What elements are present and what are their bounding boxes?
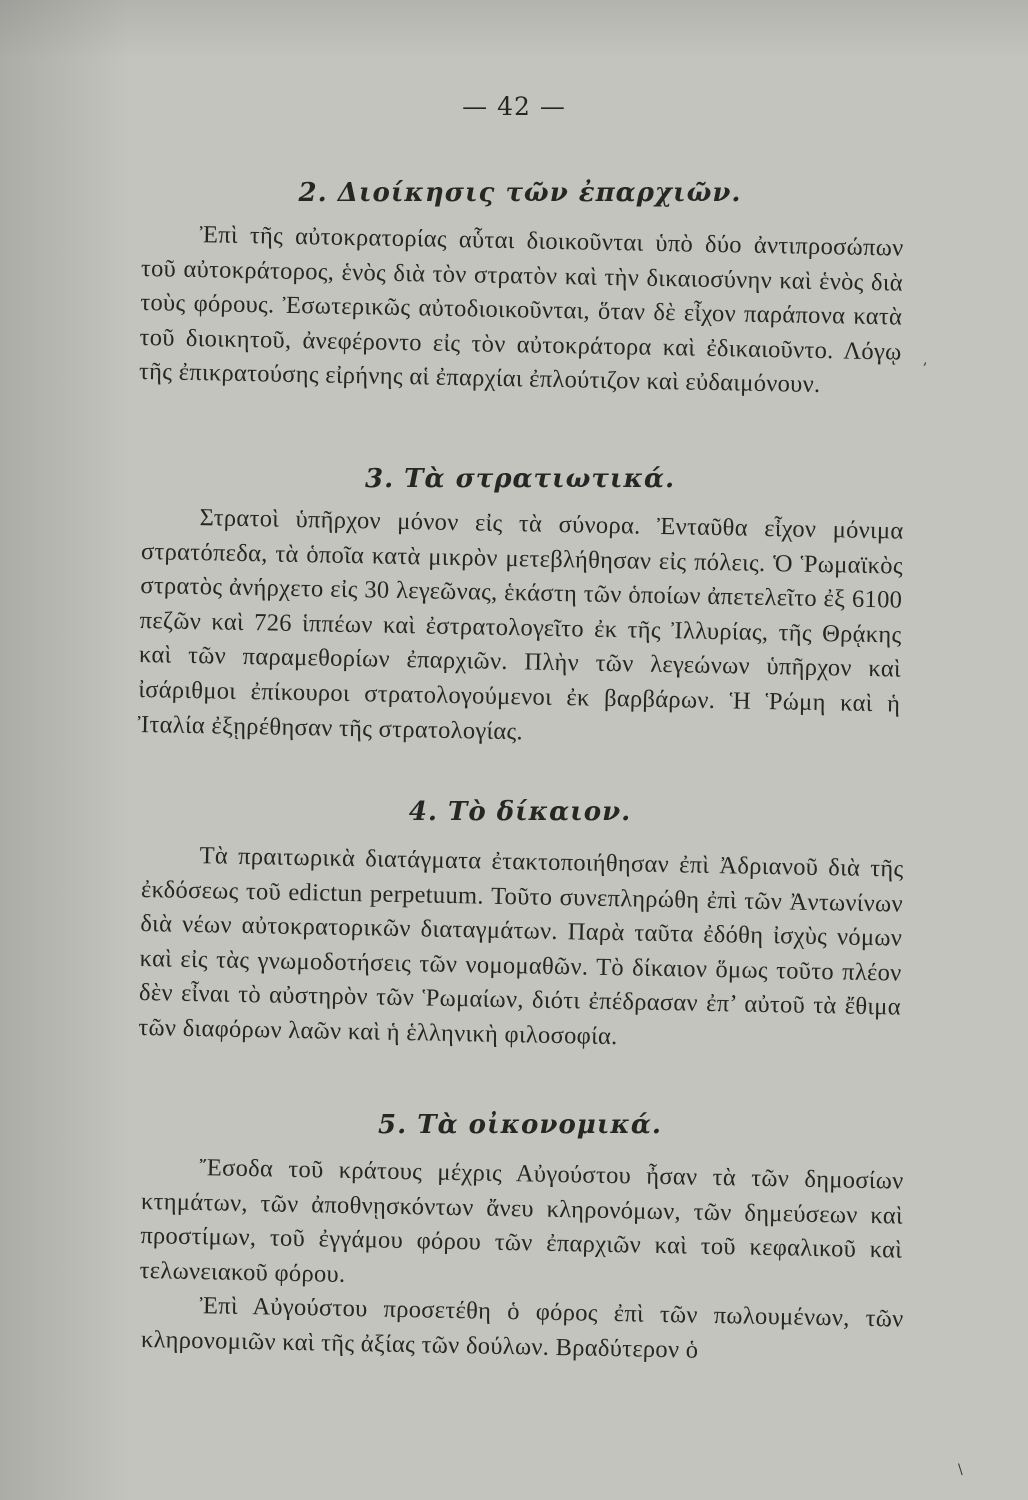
section-heading-administration: 2. Διοίκησις τῶν ἐπαρχιῶν.	[298, 178, 742, 208]
paragraph-administration: Ἐπὶ τῆς αὐτοκρατορίας αὗται διοικοῦνται ὑπὸ δύο ἀντιπροσώπων τοῦ αὐτοκράτορος, ἑνὸς διὰ τὸν στρατὸν καὶ τὴν δικαιοσύνην καὶ ἑνὸς διὰ τοὺς φόρους. Ἐσωτερικῶς αὐτοδιοικοῦνται, ὅταν δὲ εἶχον παράπονα κατὰ τοῦ διοικητοῦ, ἀνεφέροντο εἰς τὸν αὐτοκράτορα καὶ ἐδικαιοῦντο. Λόγῳ τῆς ἐπικρατούσης εἰρήνης αἱ ἐπαρχίαι ἐπλούτιζον καὶ εὐδαιμόνουν.	[138, 221, 904, 399]
ink-speck: \	[958, 1462, 963, 1478]
paragraph-finance-2: Ἐπὶ Αὐγούστου προσετέθη ὁ φόρος ἐπὶ τῶν πωλουμένων, τῶν κληρονομιῶν καὶ τῆς ἀξίας τῶν δούλων. Βραδύτερον ὁ	[140, 1292, 904, 1364]
ink-speck: ,	[923, 352, 928, 368]
page-number: — 42 —	[462, 92, 566, 121]
section-heading-law: 4. Τὸ δίκαιον.	[408, 797, 632, 827]
paragraph-law: Τὰ πραιτωρικὰ διατάγματα ἐτακτοποιήθησαν ἐπὶ Ἀδριανοῦ διὰ τῆς ἐκδόσεως τοῦ edictun perpetuum. Τοῦτο συνεπληρώθη ἐπὶ τῶν Ἀντωνίνων διὰ νέων αὐτοκρατορικῶν διαταγμάτων. Παρὰ ταῦτα ἐδόθη ἰσχὺς νόμων καὶ εἰς τὰς γνωμοδοτήσεις τῶν νομομαθῶν. Τὸ δίκαιον ὅμως τοῦτο πλέον δὲν εἶναι τὸ αὐστηρὸν τῶν Ῥωμαίων, διότι ἐπέδρασαν ἐπ’ αὐτοῦ τὰ ἔθιμα τῶν διαφόρων λαῶν καὶ ἡ ἑλληνικὴ φιλοσοφία.	[138, 842, 904, 1051]
paragraph-finance-1: Ἔσοδα τοῦ κράτους μέχρις Αὐγούστου ἦσαν τὰ τῶν δημοσίων κτημάτων, τῶν ἀποθνῃσκόντων ἄνευ κληρονόμων, τῶν δημεύσεων καὶ προστίμων, τοῦ ἐγγάμου φόρου τῶν ἐπαρχιῶν καὶ τοῦ κεφαλικοῦ καὶ τελωνειακοῦ φόρου.	[139, 1154, 904, 1288]
section-heading-military: 3. Τὰ στρατιωτικά.	[364, 464, 676, 494]
page-shadow-top	[0, 0, 1028, 60]
section-heading-finance: 5. Τὰ οἰκονομικά.	[378, 1110, 662, 1140]
page-shadow-left	[0, 0, 130, 1500]
paragraph-military: Στρατοὶ ὑπῆρχον μόνον εἰς τὰ σύνορα. Ἐνταῦθα εἶχον μόνιμα στρατόπεδα, τὰ ὁποῖα κατὰ μικρὸν μετεβλήθησαν εἰς πόλεις. Ὁ Ῥωμαϊκὸς στρατὸς ἀνήρχετο εἰς 30 λεγεῶνας, ἑκάστη τῶν ὁποίων ἀπετελεῖτο ἐξ 6100 πεζῶν καὶ 726 ἱππέων καὶ ἐστρατολογεῖτο ἐκ τῆς Ἰλλυρίας, τῆς Θρᾴκης καὶ τῶν παραμεθορίων ἐπαρχιῶν. Πλὴν τῶν λεγεώνων ὑπῆρχον καὶ ἰσάριθμοι ἐπίκουροι στρατολογούμενοι ἐκ βαρβάρων. Ἡ Ῥώμη καὶ ἡ Ἰταλία ἐξῃρέθησαν τῆς στρατολογίας.	[137, 504, 904, 745]
